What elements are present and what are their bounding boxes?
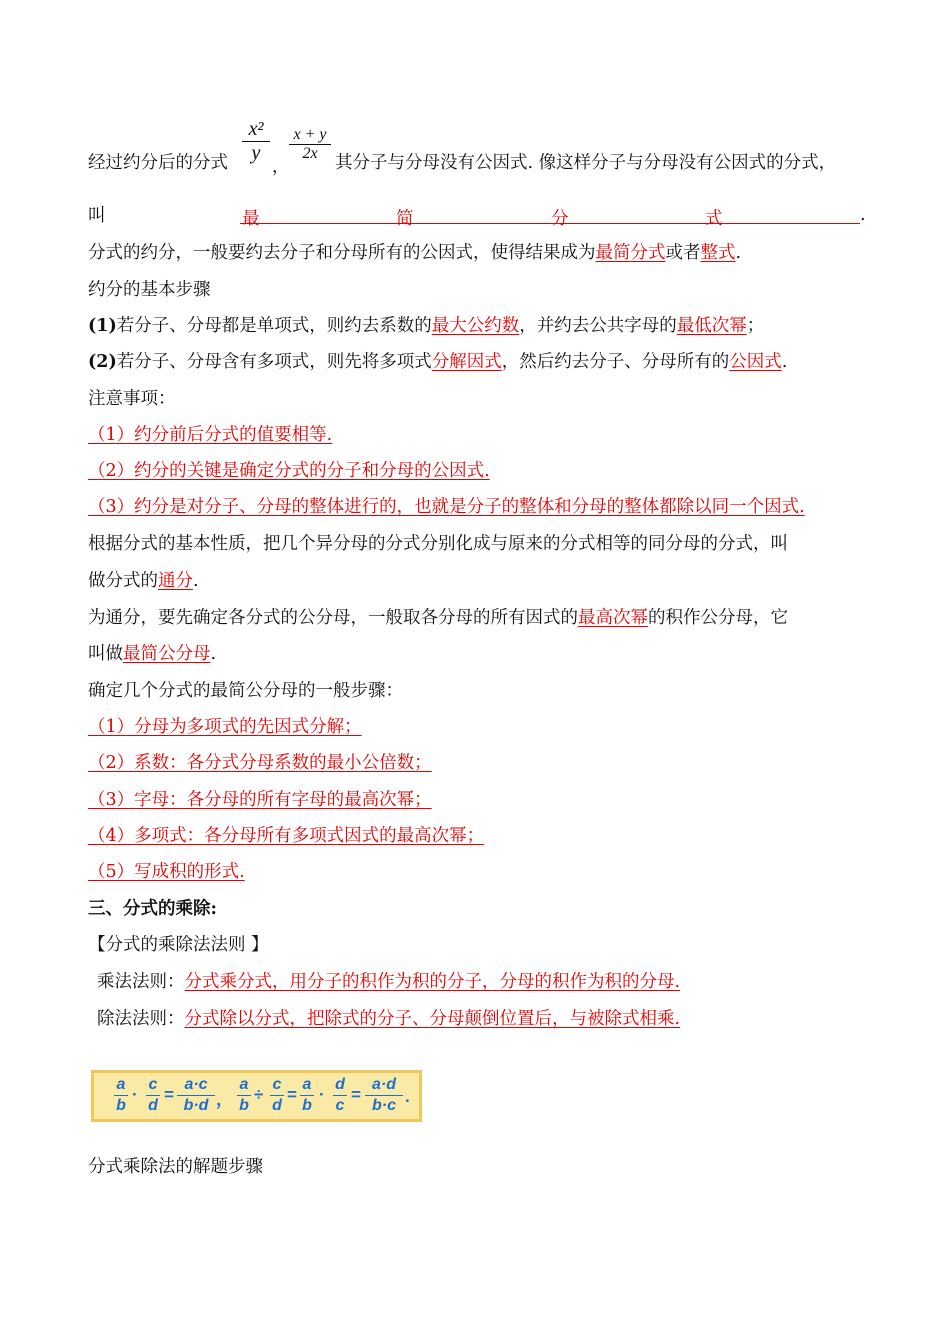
answer-text: 最低次幂 (676, 316, 747, 336)
text-line-7: 注意事项： (88, 389, 176, 409)
formula-den: b·c (372, 1097, 396, 1114)
rule-label: 除法法则： (97, 1009, 185, 1029)
text-line-15: 确定几个分式的最简公分母的一般步骤： (88, 681, 403, 701)
formula-box (91, 1070, 422, 1122)
answer-word-3: 分 (551, 209, 569, 229)
rule-text: 分式除以分式，把除式的分子、分母颠倒位置后，与被除式相乘. (184, 1009, 681, 1029)
step-4: （4）多项式：各分母所有多项式因式的最高次幂； (88, 826, 485, 846)
text-line-5 (88, 315, 764, 337)
step-number: (2) (88, 352, 117, 372)
fraction-bar (300, 1095, 314, 1096)
step-number: (1) (88, 316, 117, 336)
text: . (210, 644, 217, 664)
answer-text: 整式 (700, 243, 736, 263)
note-2: （2）约分的关键是确定分式的分子和分母的公因式. (88, 461, 490, 481)
fraction-xy-over-2x (289, 126, 331, 163)
text-line-3 (88, 242, 741, 264)
step-3: （3）字母：各分母的所有字母的最高次幂； (88, 790, 432, 810)
formula-num: a·c (184, 1076, 208, 1093)
formula-den: b·d (183, 1097, 209, 1114)
text-line-12 (88, 570, 199, 592)
fraction-bar (146, 1095, 160, 1096)
fraction-separator: ， (272, 157, 289, 176)
fraction-x2-over-y (242, 118, 270, 165)
fraction-denominator: y (251, 142, 261, 164)
formula-den: b (239, 1097, 249, 1114)
text-line-4: 约分的基本步骤 (88, 280, 211, 300)
answer-text: 公因式 (729, 352, 782, 372)
division-rule (97, 1008, 680, 1030)
section-heading: 三、分式的乘除: (88, 899, 217, 919)
line-2-end: . (860, 205, 866, 225)
text: . (735, 243, 742, 263)
fraction-denominator: 2x (302, 145, 318, 162)
text-line-1-pre: 经过约分后的分式 (88, 153, 228, 173)
note-1: （1）约分前后分式的值要相等. (88, 425, 333, 445)
step-1: （1）分母为多项式的先因式分解； (88, 717, 362, 737)
formula-period: . (405, 1087, 410, 1106)
text: 若分子、分母含有多项式，则先将多项式 (116, 352, 432, 372)
answer-word-1: 最 (242, 209, 260, 229)
formula-comma: ， (216, 1090, 233, 1109)
formula-equals: = (287, 1085, 297, 1104)
formula-den: d (272, 1097, 282, 1114)
fraction-bar (177, 1095, 215, 1096)
text: . (193, 571, 199, 591)
note-3: （3）约分是对分子、分母的整体进行的，也就是分子的整体和分母的整体都除以同一个因式. (88, 497, 805, 517)
formula-num: a·d (372, 1076, 396, 1093)
formula-den: c (335, 1097, 345, 1114)
fraction-bar (270, 1095, 284, 1096)
formula-num: c (148, 1076, 158, 1093)
rule-text: 分式乘分式，用分子的积作为积的分子，分母的积作为积的分母. (184, 972, 681, 992)
formula-fraction-ac-bd (177, 1076, 215, 1115)
fraction-bar (237, 1095, 251, 1096)
fraction-numerator: x² (248, 118, 264, 140)
formula-num: a (116, 1076, 126, 1093)
text-line-2-pre: 叫 (88, 206, 106, 226)
text: 做分式的 (88, 571, 158, 591)
text: ，然后约去分子、分母所有的 (501, 352, 730, 372)
text: ； (746, 316, 765, 336)
fraction-bar (114, 1095, 128, 1096)
formula-fraction-a-b-3 (300, 1076, 314, 1115)
formula-dot: · (319, 1085, 325, 1104)
text-line-1-post: 其分子与分母没有公因式. 像这样分子与分母没有公因式的分式， (335, 153, 837, 173)
text-line-14 (88, 643, 216, 665)
step-2: （2）系数：各分式分母系数的最小公倍数； (88, 753, 432, 773)
formula-den: d (148, 1097, 158, 1114)
formula-den: b (116, 1097, 126, 1114)
formula-fraction-ad-bc (365, 1076, 403, 1115)
answer-text: 最大公约数 (431, 316, 520, 336)
formula-num: a (239, 1076, 249, 1093)
formula-num: c (272, 1076, 282, 1093)
text-line-11: 根据分式的基本性质，把几个异分母的分式分别化成与原来的分式相等的同分母的分式，叫 (88, 534, 788, 554)
multiplication-rule (97, 971, 680, 993)
formula-num: d (335, 1076, 345, 1093)
text: 叫做 (88, 644, 123, 664)
fraction-numerator: x + y (293, 126, 327, 143)
formula-fraction-c-d (146, 1076, 160, 1115)
formula-dot: · (132, 1085, 138, 1104)
text-line-13 (88, 607, 788, 629)
answer-text: 最简公分母 (123, 644, 211, 664)
fraction-bar (365, 1095, 403, 1096)
formula-fraction-a-b-2 (237, 1076, 251, 1115)
fraction-bar (333, 1095, 347, 1096)
rule-label: 乘法法则： (97, 972, 185, 992)
text: 若分子、分母都是单项式，则约去系数的 (116, 316, 432, 336)
answer-word-2: 简 (396, 209, 414, 229)
rule-heading: 【分式的乘除法法则 】 (88, 935, 269, 955)
formula-equals: = (351, 1085, 361, 1104)
formula-divide: ÷ (254, 1085, 264, 1104)
answer-text: 通分 (158, 571, 193, 591)
formula-num: a (302, 1076, 312, 1093)
answer-text: 最简分式 (595, 243, 666, 263)
answer-word-4: 式 (705, 209, 723, 229)
formula-den: b (302, 1097, 312, 1114)
text-line-6 (88, 351, 787, 373)
text: 分式的约分，一般要约去分子和分母所有的公因式，使得结果成为 (88, 243, 596, 263)
text: ，并约去公共字母的 (519, 316, 677, 336)
text-line-25: 分式乘除法的解题步骤 (88, 1157, 263, 1177)
formula-fraction-a-b (114, 1076, 128, 1115)
text: 为通分，要先确定各分式的公分母，一般取各分母的所有因式的 (88, 608, 578, 628)
text: 或者 (665, 243, 701, 263)
answer-underline (240, 223, 860, 224)
answer-text: 分解因式 (431, 352, 502, 372)
step-5: （5）写成积的形式. (88, 862, 245, 882)
formula-fraction-c-d-2 (270, 1076, 284, 1115)
formula-equals: = (164, 1085, 174, 1104)
text: . (781, 352, 788, 372)
text: 的积作公分母，它 (648, 608, 788, 628)
formula-fraction-d-c (333, 1076, 347, 1115)
answer-text: 最高次幂 (578, 608, 648, 628)
